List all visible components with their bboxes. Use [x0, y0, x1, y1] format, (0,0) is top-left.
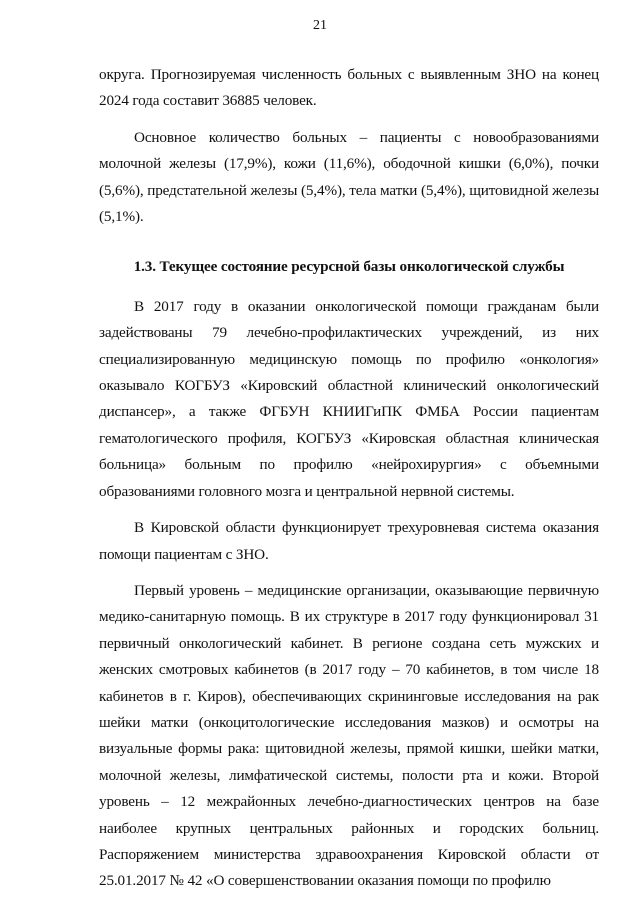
paragraph-forecast: округа. Прогнозируемая численность больных с выявленным ЗНО на конец 2024 года составит 36885 человек.	[99, 66, 599, 110]
document-body	[99, 62, 599, 895]
section-heading: 1.3. Текущее состояние ресурсной базы онкологической службы	[133, 258, 565, 276]
page-number: 21	[313, 18, 327, 33]
paragraph-three-level-system: В Кировской области функционирует трехуровневая система оказания помощи пациентам с ЗНО.	[99, 519, 599, 563]
paragraph-first-level: Первый уровень – медицинские организации, оказывающие первичную медико-санитарную помощь. В их структуре в 2017 году функционировал 31 первичный онкологический кабинет. В регионе создана сеть мужских и женских смотровых кабинетов (в 2017 году – 70 кабинетов, в том числе 18 кабинетов в г. Киров), обеспечивающих скрининговые исследования на рак шейки матки (онкоцитологические исследования мазков) и осмотры на визуальные формы рака: щитовидной железы, прямой кишки, шейки матки, молочной железы, лимфатической системы, полости рта и кожи. Второй уровень – 12 межрайонных лечебно-диагностических центров на базе наиболее крупных центральных районных и городских больниц. Распоряжением министерства здравоохранения Кировской области от 25.01.2017 № 42 «О совершенствовании оказания помощи по профилю	[99, 581, 599, 890]
paragraph-institutions: В 2017 году в оказании онкологической помощи гражданам были задействованы 79 лечебно-профилактических учреждений, из них специализированную медицинскую помощь по профилю «онкология» оказывало КОГБУЗ «Кировский областной клинический онкологический диспансер», а также ФГБУН КНИИГиПК ФМБА России пациентам гематологического профиля, КОГБУЗ «Кировская областная клиническая больница» больным по профилю «нейрохирургия» с объемными образованиями головного мозга и центральной нервной системы.	[99, 297, 599, 500]
paragraph-cancer-structure: Основное количество больных – пациенты с новообразованиями молочной железы (17,9%), кожи (11,6%), ободочной кишки (6,0%), почки (5,6%), предстательной железы (5,4%), тела матки (5,4%), щитовидной железы (5,1%).	[99, 128, 599, 226]
